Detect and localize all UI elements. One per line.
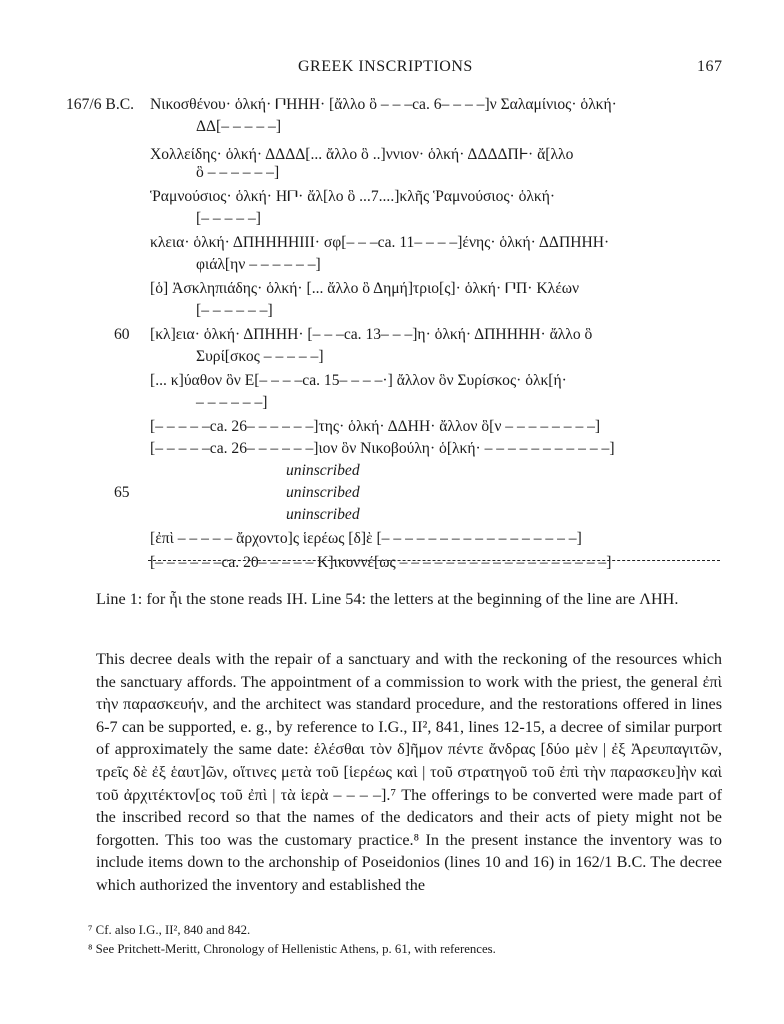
- inscription-date: 167/6 B.C.: [66, 96, 135, 113]
- inscription-line: Νικοσθένου· ὁλκή· 𐅃ΗΗΗ· [ἄλλο ὃ – – –ca. 6– – – –]ν Σαλαμίνιος· ὁλκή·: [150, 96, 617, 113]
- inscription-line: Συρί[σκος – – – – –]: [196, 348, 324, 365]
- footnotes: [88, 921, 728, 959]
- inscription-line: [ἐπὶ – – – – – ἄρχοντο]ς ἱερέως [δ]ὲ [– – – – – – – – – – – – – – – – –]: [150, 530, 582, 547]
- inscription-line: ὃ – – – – – –]: [196, 164, 280, 181]
- inscription-line: [– – – – –ca. 26– – – – – –]ιον ὃν Νικοβούλη· ὁ[λκή· – – – – – – – – – – –]: [150, 440, 615, 457]
- epigraphic-notes: Line 1: for ἦι the stone reads ΙΗ. Line 54: the letters at the beginning of the line are ΛΗΗ.: [96, 590, 679, 608]
- inscription-line: [– – – – –ca. 26– – – – – –]της· ὁλκή· ΔΔΗΗ· ἄλλον ὃ[ν – – – – – – – –]: [150, 418, 601, 435]
- dashed-rule: [148, 560, 720, 561]
- inscription-line: Χολλείδης· ὁλκή· ΔΔΔΔ[... ἄλλο ὃ ..]ννιον· ὁλκή· ΔΔΔΔΠ𐅂· ἄ[λλο: [150, 146, 574, 163]
- inscription-line: – – – – – –]: [196, 394, 268, 411]
- inscription-line: [– – – – – –ca. 20– – – – – Κ]ικυννέ[ως – – – – – – – – – – – – – – – – – –]: [150, 554, 612, 571]
- inscription-line: ΔΔ[– – – – –]: [196, 118, 282, 135]
- page-number: 167: [697, 58, 723, 75]
- inscription-line: [κλ]εια· ὁλκή· ΔΠΗΗΗ· [– – –ca. 13– – –]η· ὁλκή· ΔΠΗΗΗΗ· ἄλλο ὃ: [150, 326, 593, 343]
- running-head-title: GREEK INSCRIPTIONS: [298, 58, 473, 75]
- inscription-line: [– – – – –]: [196, 210, 261, 227]
- inscription-line: φιάλ[ην – – – – – –]: [196, 256, 321, 273]
- inscription-line: [ὁ] Ἀσκληπιάδης· ὁλκή· [... ἄλλο ὃ Δημή]τριο[ς]· ὁλκή· 𐅃Π· Κλέων: [150, 280, 580, 297]
- line-number: 60: [114, 326, 130, 343]
- inscription-line: Ῥαμνούσιος· ὁλκή· Η𐅃· ἄλ[λο ὃ ...7....]κλῆς Ῥαμνούσιος· ὁλκή·: [150, 188, 556, 205]
- uninscribed-line: uninscribed: [286, 484, 360, 501]
- inscription-line: [– – – – – –]: [196, 302, 273, 319]
- uninscribed-line: uninscribed: [286, 506, 360, 523]
- body-paragraph: This decree deals with the repair of a sanctuary and with the reckoning of the resources which the sanctuary affords. The appointment of a commission to work with the priest, the general ἐπὶ τὴν παρασκευήν, and the architect was standard procedure, and the restorations offered in lines 6-7 can be supported, e. g., by reference to I.G., II², 841, lines 12-15, a decree of similar purport of approximately the same date: ἑλέσθαι τὸν δ]ῆμον πέντε ἄνδρας [δύο μὲν | ἐξ Ἀρευπαγιτῶν, τρεῖς δὲ ἐξ ἑαυτ]ῶν, οἵτινες μετὰ τοῦ [ἱερέως καὶ | τοῦ στρατηγοῦ τοῦ ἐπὶ τὴν παρασκευ]ὴν καὶ τοῦ ἀρχιτέκτον[ος τοῦ ἐπὶ | τὰ ἱερὰ – – – –].⁷ The offerings to be converted were made part of the inscribed record so that the names of the dedicators and their acts of piety might not be forgotten. This too was the customary practice.⁸ In the present instance the inventory was to include items down to the archonship of Poseidonios (lines 10 and 16) in 162/1 B.C. The decree which authorized the inventory and established the: [96, 650, 722, 894]
- uninscribed-line: uninscribed: [286, 462, 360, 479]
- footnote: ⁸ See Pritchett-Meritt, Chronology of Hellenistic Athens, p. 61, with references.: [88, 942, 496, 956]
- inscription-line: κλεια· ὁλκή· ΔΠΗΗΗΗΙΙΙ· σφ[– – –ca. 11– – – –]ένης· ὁλκή· ΔΔΠΗΗΗ·: [150, 234, 610, 251]
- inscription-line: [... κ]ύαθον ὃν Ε[– – – –ca. 15– – – –·] ἄλλον ὃν Συρίσκος· ὁλκ[ή·: [150, 372, 567, 389]
- footnote: ⁷ Cf. also I.G., II², 840 and 842.: [88, 923, 251, 937]
- line-number: 65: [114, 484, 130, 501]
